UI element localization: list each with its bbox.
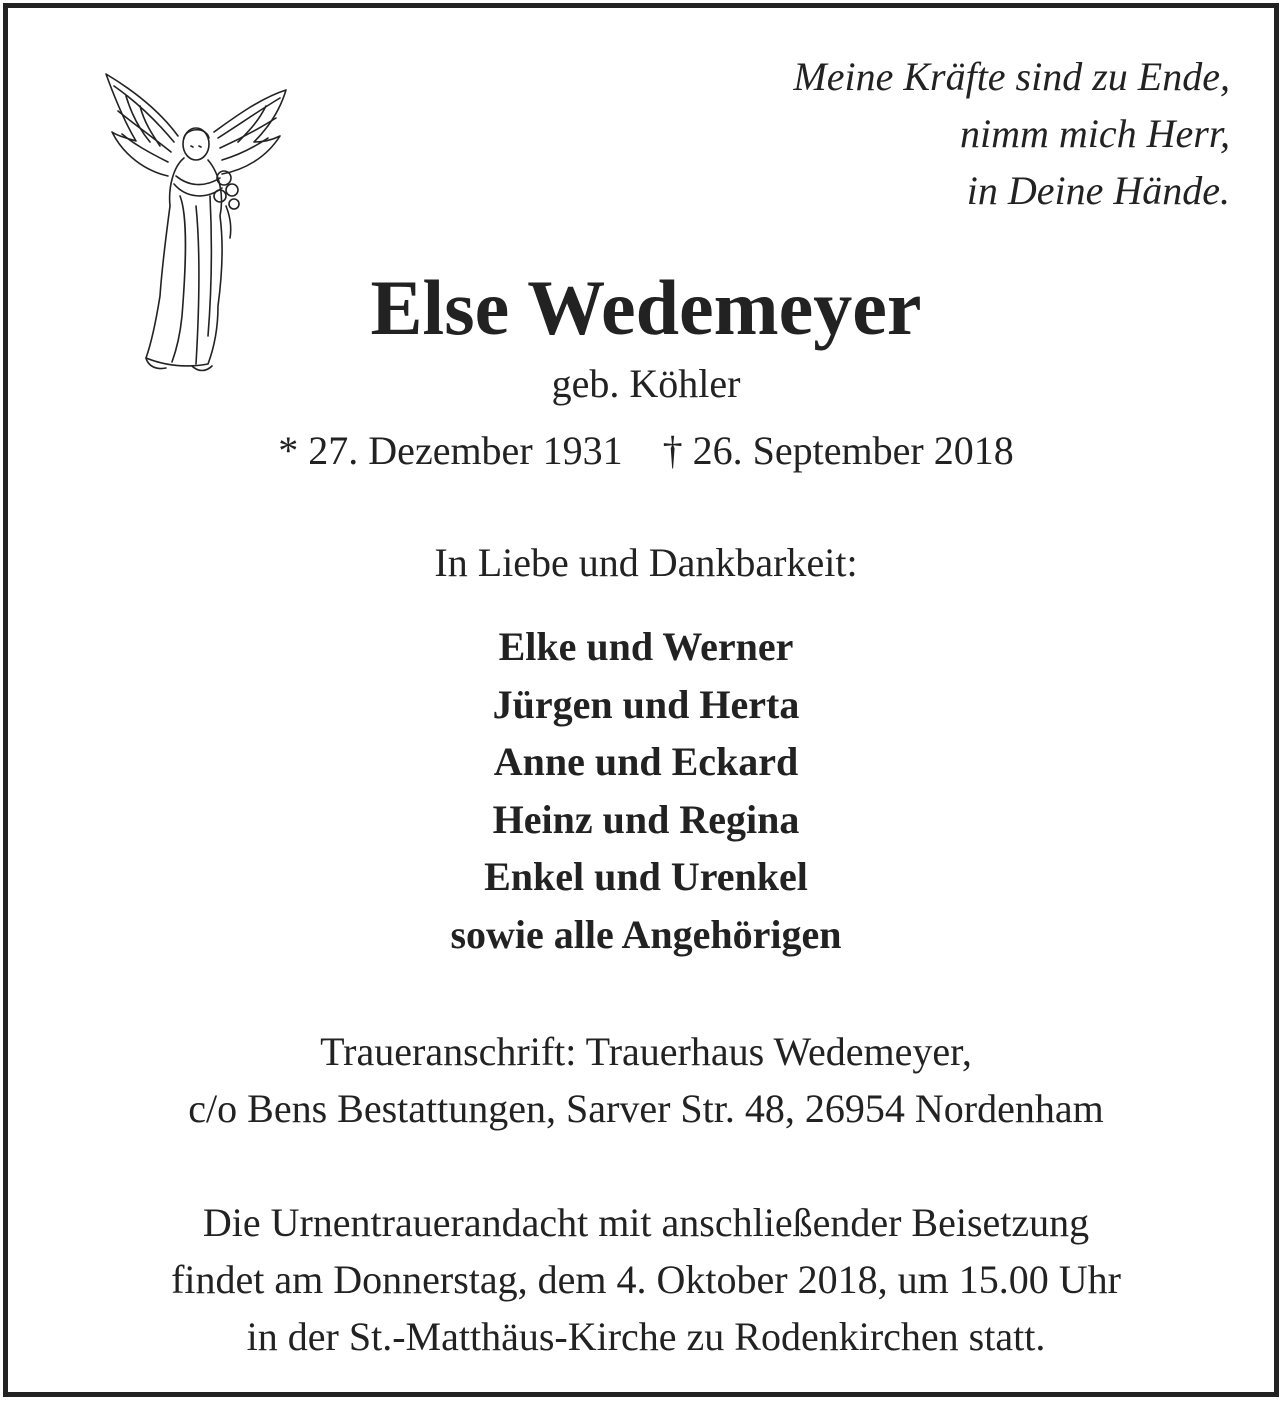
service-line: findet am Donnerstag, dem 4. Oktober 2018, um 15.00 Uhr <box>171 1257 1121 1302</box>
mourner-line: Jürgen und Herta <box>492 681 800 727</box>
obituary-frame <box>3 3 1279 1397</box>
mourner-line: Heinz und Regina <box>492 796 800 842</box>
address-line: c/o Bens Bestattungen, Sarver Str. 48, 26954 Nordenham <box>188 1086 1104 1131</box>
verse-line: in Deine Hände. <box>966 168 1230 213</box>
mourners-list <box>8 618 1280 963</box>
mourning-address <box>8 1023 1280 1137</box>
service-line: in der St.-Matthäus-Kirche zu Rodenkirchen statt. <box>246 1314 1046 1359</box>
verse-block <box>793 48 1230 219</box>
mourner-line: Elke und Werner <box>498 624 794 669</box>
mourner-line: Enkel und Urenkel <box>484 854 808 899</box>
maiden-name: geb. Köhler <box>551 361 741 406</box>
mourner-line: sowie alle Angehörigen <box>450 911 842 957</box>
dedication-line: In Liebe und Dankbarkeit: <box>434 540 858 585</box>
life-dates <box>8 424 1280 478</box>
service-info <box>8 1194 1280 1365</box>
address-line: Traueranschrift: Trauerhaus Wedemeyer, <box>320 1029 972 1074</box>
birth-date: * 27. Dezember 1931 <box>278 428 623 473</box>
verse-line: Meine Kräfte sind zu Ende, <box>793 54 1230 99</box>
service-line: Die Urnentrauerandacht mit anschließender Beisetzung <box>202 1200 1090 1245</box>
verse-line: nimm mich Herr, <box>960 111 1230 156</box>
mourner-line: Anne und Eckard <box>493 739 799 784</box>
death-date: † 26. September 2018 <box>662 428 1014 473</box>
deceased-name: Else Wedemeyer <box>370 264 922 351</box>
